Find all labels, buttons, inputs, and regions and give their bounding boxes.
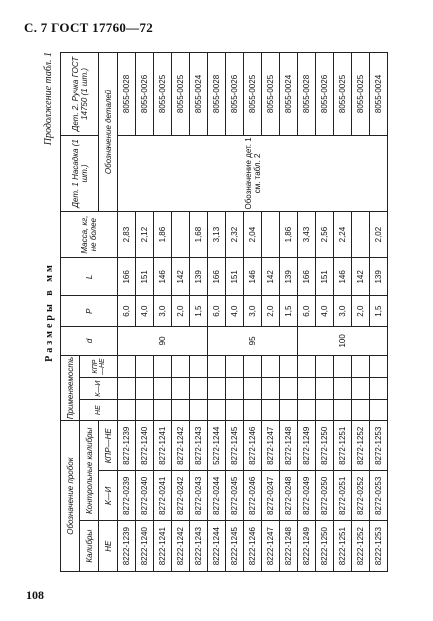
cell-l: 166 [208, 258, 226, 296]
cell-appl-kpr [190, 355, 208, 378]
cell-kpr: 8272-1249 [298, 421, 316, 471]
cell-p: 3,0 [244, 296, 262, 327]
cell-kn: 8272-0253 [370, 471, 388, 521]
table-row [262, 53, 280, 572]
cell-det2: 8055-0026 [136, 53, 154, 136]
cell-mass [352, 211, 370, 257]
cell-appl-ne [172, 399, 190, 420]
cell-kpr: 8272-1243 [190, 421, 208, 471]
cell-l: 139 [190, 258, 208, 296]
cell-p: 6,0 [118, 296, 136, 327]
header-detail-designation: Обозначение деталей [99, 53, 118, 212]
cell-appl-kpr [118, 355, 136, 378]
header-kpr: КПР—НЕ [99, 421, 118, 471]
table-row [172, 53, 190, 572]
cell-ne: 8222-1253 [370, 521, 388, 572]
gauge-table [60, 52, 388, 572]
cell-appl-ne [280, 399, 298, 420]
table-body [118, 53, 388, 572]
cell-mass: 2,04 [244, 211, 262, 257]
cell-appl-ne [190, 399, 208, 420]
cell-det2: 8055-0028 [208, 53, 226, 136]
cell-kn: 8272-0241 [154, 471, 172, 521]
cell-ne: 8222-1246 [244, 521, 262, 572]
cell-appl-kpr [316, 355, 334, 378]
cell-appl-kpr [136, 355, 154, 378]
cell-appl-ne [244, 399, 262, 420]
cell-kpr: 8272-1245 [226, 421, 244, 471]
cell-p: 2,0 [352, 296, 370, 327]
cell-kn: 8272-0240 [136, 471, 154, 521]
cell-d: 95 [208, 326, 298, 355]
cell-appl-kpr [154, 355, 172, 378]
cell-mass: 2,83 [118, 211, 136, 257]
cell-det2: 8055-0025 [172, 53, 190, 136]
cell-appl-kpr [262, 355, 280, 378]
table-row [298, 53, 316, 572]
cell-appl-kn [154, 378, 172, 399]
cell-kn: 8272-0248 [280, 471, 298, 521]
cell-appl-ne [154, 399, 172, 420]
cell-kn: 8272-0239 [118, 471, 136, 521]
cell-l: 166 [118, 258, 136, 296]
cell-kn: 8272-0252 [352, 471, 370, 521]
cell-p: 3,0 [334, 296, 352, 327]
cell-mass: 1,86 [280, 211, 298, 257]
cell-kpr: 8272-1246 [244, 421, 262, 471]
cell-mass [262, 211, 280, 257]
cell-appl-kpr [280, 355, 298, 378]
cell-det2: 8055-0025 [262, 53, 280, 136]
cell-kn: 8272-0245 [226, 471, 244, 521]
cell-ne: 8222-1241 [154, 521, 172, 572]
cell-mass [172, 211, 190, 257]
cell-mass: 2,32 [226, 211, 244, 257]
cell-kpr: 8272-1252 [352, 421, 370, 471]
cell-appl-ne [136, 399, 154, 420]
cell-mass: 2,02 [370, 211, 388, 257]
cell-p: 4,0 [316, 296, 334, 327]
table-header [61, 53, 118, 572]
cell-p: 2,0 [172, 296, 190, 327]
cell-p: 3,0 [154, 296, 172, 327]
cell-kpr: 5272-1244 [208, 421, 226, 471]
cell-kpr: 8272-1251 [334, 421, 352, 471]
cell-appl-kpr [208, 355, 226, 378]
header-appl-kn: К—И [80, 378, 118, 399]
cell-ne: 8222-1247 [262, 521, 280, 572]
header-control-calibers: Контрольные калибры [80, 421, 99, 521]
cell-kpr: 8272-1250 [316, 421, 334, 471]
cell-kn: 8272-0242 [172, 471, 190, 521]
cell-appl-kn [226, 378, 244, 399]
table-row [208, 53, 226, 572]
header-applicability: Применяемость [61, 355, 80, 420]
cell-appl-kn [280, 378, 298, 399]
page-number: 108 [26, 588, 44, 602]
cell-p: 1,5 [280, 296, 298, 327]
page-header: С. 7 ГОСТ 17760—72 [24, 20, 154, 35]
cell-appl-ne [262, 399, 280, 420]
cell-det2: 8055-0028 [298, 53, 316, 136]
cell-appl-kn [316, 378, 334, 399]
cell-kpr: 8272-1253 [370, 421, 388, 471]
table-row [118, 53, 136, 572]
cell-appl-kn [190, 378, 208, 399]
cell-ne: 8222-1239 [118, 521, 136, 572]
table-row [226, 53, 244, 572]
cell-p: 2,0 [262, 296, 280, 327]
cell-mass: 2,24 [334, 211, 352, 257]
cell-appl-kn [352, 378, 370, 399]
cell-l: 139 [370, 258, 388, 296]
cell-kn: 8272-0249 [298, 471, 316, 521]
header-p: P [61, 296, 118, 327]
cell-p: 1,5 [370, 296, 388, 327]
cell-appl-ne [298, 399, 316, 420]
cell-mass: 2,56 [316, 211, 334, 257]
cell-appl-kn [118, 378, 136, 399]
header-d: d [61, 326, 118, 355]
cell-ne: 8222-1250 [316, 521, 334, 572]
table-row [352, 53, 370, 572]
cell-det2: 8055-0028 [118, 53, 136, 136]
header-mass: Масса, кг, не более [61, 211, 118, 257]
cell-appl-kn [262, 378, 280, 399]
cell-l: 142 [172, 258, 190, 296]
cell-kpr: 8272-1242 [172, 421, 190, 471]
cell-appl-ne [370, 399, 388, 420]
cell-ne: 8222-1242 [172, 521, 190, 572]
cell-l: 142 [352, 258, 370, 296]
cell-kn: 8272-0246 [244, 471, 262, 521]
cell-ne: 8222-1240 [136, 521, 154, 572]
cell-det2: 8055-0024 [190, 53, 208, 136]
cell-p: 6,0 [298, 296, 316, 327]
table-row [280, 53, 298, 572]
header-kn: К—И [99, 471, 118, 521]
rotated-table-block [44, 52, 424, 572]
cell-d: 100 [298, 326, 388, 355]
cell-appl-kn [298, 378, 316, 399]
cell-kpr: 8272-1247 [262, 421, 280, 471]
cell-appl-ne [316, 399, 334, 420]
table-row [244, 53, 262, 572]
cell-kn: 8272-0251 [334, 471, 352, 521]
cell-kpr: 8272-1241 [154, 421, 172, 471]
header-appl-kpr: КПР—НЕ [80, 355, 118, 378]
table-row [334, 53, 352, 572]
cell-ne: 8222-1252 [352, 521, 370, 572]
cell-l: 151 [136, 258, 154, 296]
table-row [136, 53, 154, 572]
cell-appl-ne [226, 399, 244, 420]
cell-appl-kn [172, 378, 190, 399]
cell-det2: 8055-0025 [352, 53, 370, 136]
cell-p: 6,0 [208, 296, 226, 327]
cell-ne: 8222-1251 [334, 521, 352, 572]
cell-l: 146 [154, 258, 172, 296]
cell-appl-ne [352, 399, 370, 420]
cell-det2: 8055-0025 [154, 53, 172, 136]
cell-appl-kpr [352, 355, 370, 378]
cell-ne: 8222-1248 [280, 521, 298, 572]
header-det2: Дет. 2. Ручка ГОСТ 14750 (1 шт.) [61, 53, 99, 136]
cell-appl-kpr [172, 355, 190, 378]
cell-det2: 8055-0026 [226, 53, 244, 136]
cell-kn: 8272-0243 [190, 471, 208, 521]
header-plugs: Обозначение пробок [61, 421, 80, 572]
header-det1: Дет. 1 Насадка (1 шт.) [61, 135, 99, 211]
cell-det2: 8055-0024 [280, 53, 298, 136]
cell-l: 151 [226, 258, 244, 296]
header-ne: НЕ [99, 521, 118, 572]
cell-l: 166 [298, 258, 316, 296]
table-row [370, 53, 388, 572]
cell-appl-ne [334, 399, 352, 420]
header-l: L [61, 258, 118, 296]
cell-appl-kpr [244, 355, 262, 378]
cell-kpr: 8272-1239 [118, 421, 136, 471]
cell-p: 4,0 [136, 296, 154, 327]
table-title: Размеры в мм [44, 262, 55, 362]
table-row [190, 53, 208, 572]
cell-kn: 8272-0247 [262, 471, 280, 521]
cell-appl-kpr [334, 355, 352, 378]
cell-d: 90 [118, 326, 208, 355]
cell-appl-kpr [298, 355, 316, 378]
cell-appl-kn [136, 378, 154, 399]
cell-kpr: 8272-1248 [280, 421, 298, 471]
table-row [316, 53, 334, 572]
cell-ne: 8222-1245 [226, 521, 244, 572]
cell-det2: 8055-0024 [370, 53, 388, 136]
cell-det2: 8055-0026 [316, 53, 334, 136]
cell-mass: 1,68 [190, 211, 208, 257]
cell-appl-kn [244, 378, 262, 399]
cell-ne: 8222-1243 [190, 521, 208, 572]
cell-kn: 8272-0244 [208, 471, 226, 521]
table-row [154, 53, 172, 572]
cell-appl-ne [208, 399, 226, 420]
cell-det2: 8055-0025 [334, 53, 352, 136]
cell-appl-kn [334, 378, 352, 399]
table-continuation: Продолжение табл. 1 [43, 52, 54, 146]
cell-det2: 8055-0025 [244, 53, 262, 136]
header-calibers: Калибры [80, 521, 99, 572]
cell-ne: 8222-1249 [298, 521, 316, 572]
cell-appl-kn [370, 378, 388, 399]
cell-appl-ne [118, 399, 136, 420]
cell-kn: 8272-0250 [316, 471, 334, 521]
cell-l: 151 [316, 258, 334, 296]
header-appl-ne: НЕ [80, 399, 118, 420]
cell-l: 146 [244, 258, 262, 296]
cell-appl-kpr [370, 355, 388, 378]
cell-mass: 3,43 [298, 211, 316, 257]
cell-p: 1,5 [190, 296, 208, 327]
cell-appl-kpr [226, 355, 244, 378]
cell-l: 139 [280, 258, 298, 296]
cell-l: 146 [334, 258, 352, 296]
cell-p: 4,0 [226, 296, 244, 327]
cell-mass: 2,12 [136, 211, 154, 257]
cell-l: 142 [262, 258, 280, 296]
cell-det1-note: Обозначение дет. 1 см. табл. 2 [118, 135, 388, 211]
cell-kpr: 8272-1240 [136, 421, 154, 471]
cell-mass: 1,86 [154, 211, 172, 257]
cell-appl-kn [208, 378, 226, 399]
cell-mass: 3,13 [208, 211, 226, 257]
cell-ne: 8222-1244 [208, 521, 226, 572]
